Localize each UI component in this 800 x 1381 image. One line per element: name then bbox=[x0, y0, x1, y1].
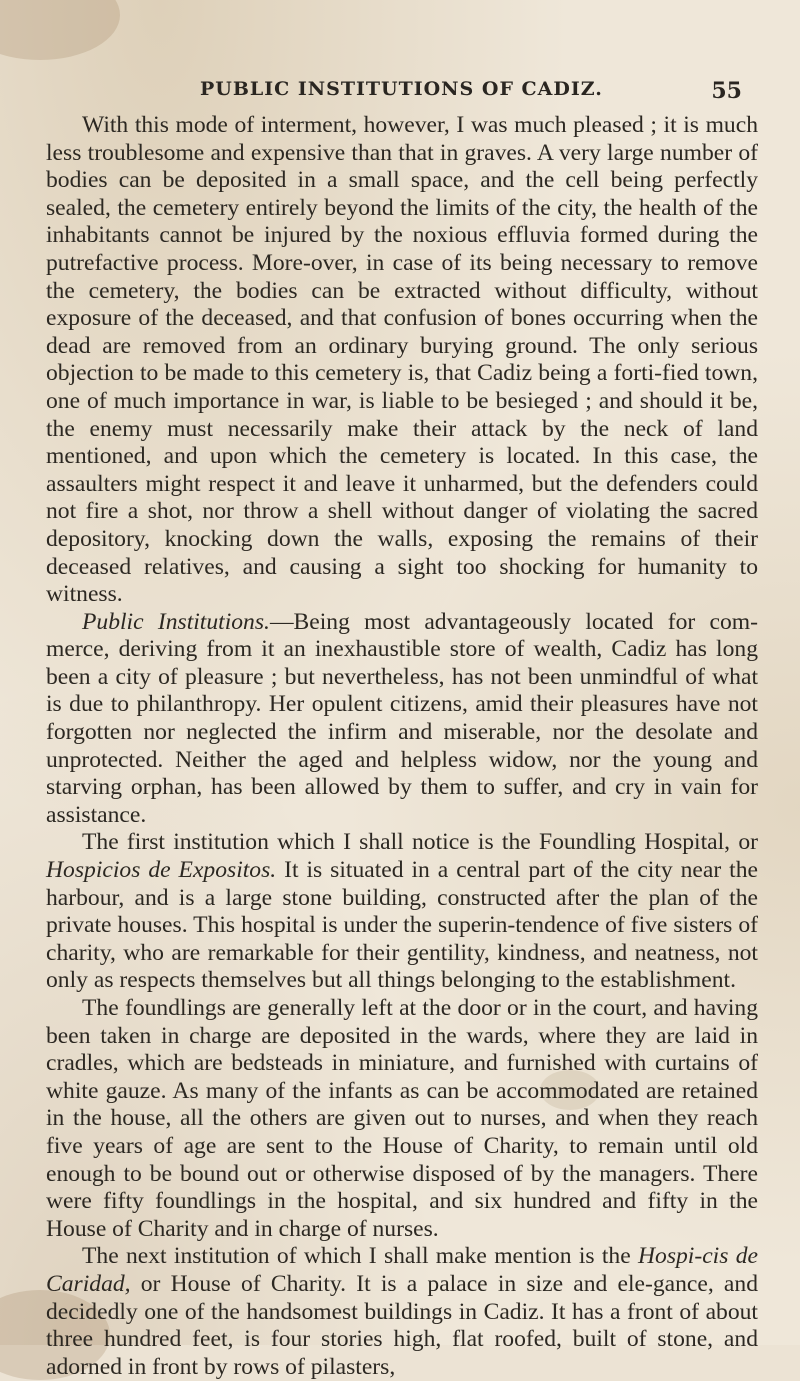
paragraph-text: With this mode of interment, however, I was much pleased ; it is much less troublesome and expensive than that in graves. A very large number of bodies can be deposited in a small space, and the cell being perfectly sealed, the cemetery entirely beyond the limits of the city, the health of the inhabitants cannot be injured by the noxious effluvia formed during the putrefactive process. More-over, in case of its being necessary to remove the cemetery, the bodies can be extracted without difficulty, without exposure of the deceased, and that confusion of bones occurring when the dead are removed from an ordinary burying ground. The only serious objection to be made to this cemetery is, that Cadiz being a forti-fied town, one of much importance in war, is liable to be besieged ; and should it be, the enemy must necessarily make their attack by the neck of land mentioned, and upon which the cemetery is located. In this case, the assaulters might respect it and leave it unharmed, but the defenders could not fire a shot, nor throw a shell without danger of violating the sacred depository, knocking down the walls, exposing the remains of their deceased relatives, and causing a sight too shocking for humanity to witness. bbox=[46, 112, 758, 608]
paragraph-text: The next institution of which I shall make mention is the bbox=[82, 1243, 638, 1270]
paragraph-text: It is situated in a central part of the city near the harbour, and is a large stone building, constructed after the plan of the private houses. This hospital is under the superin-tendence of five sisters of charity, who are remarkable for their gentility, kindness, and neatness, not only as respects themselves but all things belonging to the establishment. bbox=[46, 857, 759, 994]
paragraph bbox=[46, 829, 758, 995]
body-text bbox=[46, 112, 758, 1381]
running-title: PUBLIC INSTITUTIONS OF CADIZ. bbox=[200, 78, 603, 100]
paragraph-text: —Being most advantageously located for com-merce, deriving from it an inexhaustible store of wealth, Cadiz has long been a city of pleasure ; but nevertheless, has not been unmindful of what is due to philanthropy. Her opulent citizens, amid their pleasures have not forgotten nor neglected the infirm and miserable, nor the desolate and unprotected. Neither the aged and helpless widow, nor the young and starving orphan, has been allowed by them to suffer, and cry in vain for assistance. bbox=[46, 608, 758, 828]
paragraph bbox=[46, 995, 758, 1243]
paragraph bbox=[46, 609, 758, 830]
paragraph bbox=[46, 1243, 758, 1381]
paragraph-text: or House of Charity. It is a palace in size and ele-gance, and decidedly one of the handsomest buildings in Cadiz. It has a front of about three hundred feet, is four stories high, flat roofed, built of stone, and adorned in front by rows of pilasters, bbox=[46, 1270, 758, 1380]
italic-text: Hospicios de Expositos. bbox=[46, 857, 277, 884]
paragraph-text: The first institution which I shall notice is the Foundling Hospital, or bbox=[82, 829, 758, 856]
paragraph bbox=[46, 112, 758, 609]
italic-text: Hospi-cis de Caridad, bbox=[46, 1243, 758, 1297]
paragraph-text: The foundlings are generally left at the door or in the court, and having been taken in charge are deposited in the wards, where they are laid in cradles, which are bedsteads in miniature, and furnished with curtains of white gauze. As many of the infants as can be accommodated are retained in the house, all the others are given out to nurses, and when they reach five years of age are sent to the House of Charity, to remain until old enough to be bound out or otherwise disposed of by the managers. There were fifty foundlings in the hospital, and six hundred and fifty in the House of Charity and in charge of nurses. bbox=[46, 995, 758, 1242]
italic-text: Public Institutions. bbox=[82, 608, 270, 635]
paper-stain bbox=[0, 0, 120, 60]
page-number: 55 bbox=[711, 78, 742, 104]
page-header bbox=[0, 78, 800, 108]
